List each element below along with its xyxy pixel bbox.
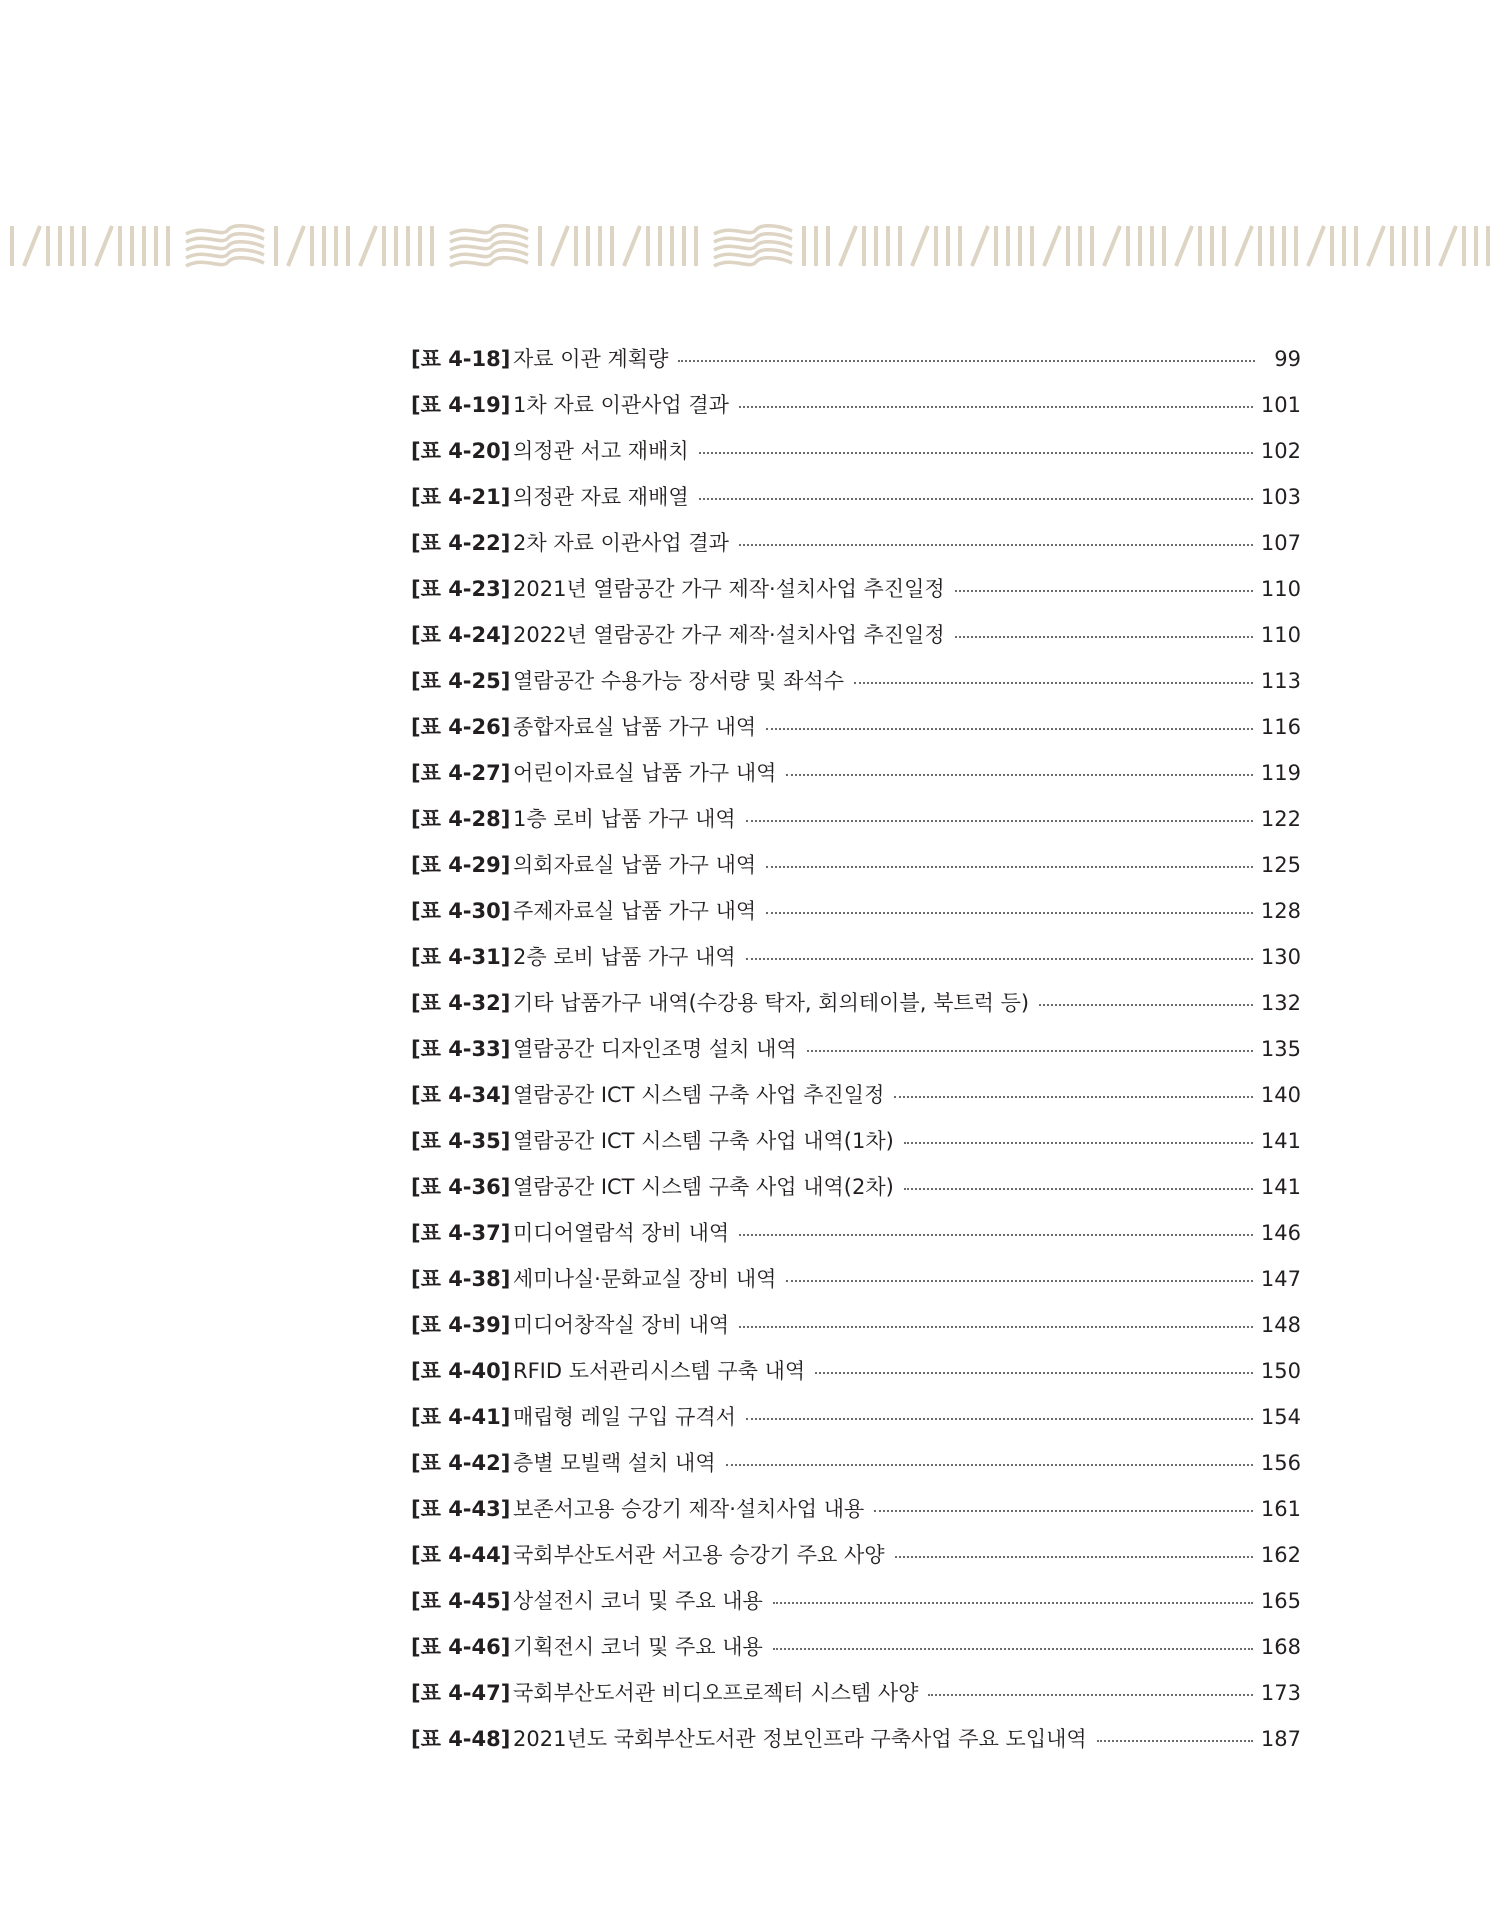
toc-entry[interactable] (411, 704, 1301, 750)
toc-entry-title: 열람공간 ICT 시스템 구축 사업 내역(1차) (513, 1129, 894, 1153)
toc-entry-label: [표 4-33] (411, 1037, 511, 1061)
toc-entry[interactable] (411, 750, 1301, 796)
toc-entry[interactable] (411, 612, 1301, 658)
toc-entry-page-number: 128 (1260, 899, 1301, 923)
toc-entry-label: [표 4-40] (411, 1359, 511, 1383)
toc-dot-leader (766, 726, 1253, 730)
toc-entry[interactable] (411, 1118, 1301, 1164)
toc-entry-title: 의정관 서고 재배치 (513, 439, 689, 463)
toc-entry-title: 2021년 열람공간 가구 제작·설치사업 추진일정 (513, 577, 945, 601)
toc-entry-label: [표 4-48] (411, 1727, 511, 1751)
decorative-wave (450, 226, 528, 234)
toc-entry-title: 2차 자료 이관사업 결과 (513, 531, 729, 555)
toc-entry-title: 기타 납품가구 내역(수강용 탁자, 회의테이블, 북트럭 등) (513, 991, 1030, 1015)
toc-dot-leader (928, 1692, 1252, 1696)
decorative-stroke (912, 226, 928, 266)
toc-entry-page-number: 101 (1260, 393, 1301, 417)
toc-entry[interactable] (411, 520, 1301, 566)
decorative-wave (186, 250, 264, 258)
toc-entry-label: [표 4-45] (411, 1589, 511, 1613)
decorative-stroke (1044, 226, 1060, 266)
decorative-stroke (288, 226, 304, 266)
toc-entry-label: [표 4-34] (411, 1083, 511, 1107)
toc-entry-page-number: 140 (1260, 1083, 1301, 1107)
toc-entry-label: [표 4-43] (411, 1497, 511, 1521)
toc-entry-label: [표 4-47] (411, 1681, 511, 1705)
toc-entry-title: 층별 모빌랙 설치 내역 (513, 1451, 716, 1475)
toc-dot-leader (955, 588, 1253, 592)
toc-entry-title: 2021년도 국회부산도서관 정보인프라 구축사업 주요 도입내역 (513, 1727, 1087, 1751)
toc-entry-title: 주제자료실 납품 가구 내역 (513, 899, 757, 923)
toc-entry-label: [표 4-36] (411, 1175, 511, 1199)
toc-entry-title: 어린이자료실 납품 가구 내역 (513, 761, 777, 785)
toc-entry[interactable] (411, 658, 1301, 704)
decorative-wave (450, 242, 528, 250)
toc-entry-title: 종합자료실 납품 가구 내역 (513, 715, 757, 739)
toc-dot-leader (786, 1278, 1252, 1282)
toc-entry-page-number: 110 (1260, 577, 1301, 601)
decorative-wave (714, 242, 792, 250)
toc-entry-label: [표 4-46] (411, 1635, 511, 1659)
decorative-wave (450, 234, 528, 242)
toc-entry-title: 2층 로비 납품 가구 내역 (513, 945, 736, 969)
toc-entry-label: [표 4-25] (411, 669, 511, 693)
toc-entry-title: 상설전시 코너 및 주요 내용 (513, 1589, 763, 1613)
toc-dot-leader (894, 1094, 1253, 1098)
toc-entry-label: [표 4-21] (411, 485, 511, 509)
decorative-wave (186, 258, 264, 266)
toc-entry-label: [표 4-42] (411, 1451, 511, 1475)
decorative-wave (186, 242, 264, 250)
toc-entry[interactable] (411, 980, 1301, 1026)
toc-entry-label: [표 4-26] (411, 715, 511, 739)
toc-dot-leader (786, 772, 1252, 776)
decorative-stroke (96, 226, 112, 266)
toc-entry[interactable] (411, 1486, 1301, 1532)
toc-entry-page-number: 122 (1260, 807, 1301, 831)
toc-entry-title: 의회자료실 납품 가구 내역 (513, 853, 757, 877)
toc-entry-title: 국회부산도서관 서고용 승강기 주요 사양 (513, 1543, 885, 1567)
decorative-wave (450, 258, 528, 266)
toc-entry[interactable] (411, 1210, 1301, 1256)
toc-entry-page-number: 161 (1260, 1497, 1301, 1521)
toc-entry-title: 국회부산도서관 비디오프로젝터 시스템 사양 (513, 1681, 919, 1705)
toc-entry-page-number: 132 (1260, 991, 1301, 1015)
toc-entry-page-number: 150 (1260, 1359, 1301, 1383)
toc-entry[interactable] (411, 1440, 1301, 1486)
toc-entry-label: [표 4-18] (411, 347, 511, 371)
toc-entry-label: [표 4-38] (411, 1267, 511, 1291)
toc-entry-page-number: 173 (1260, 1681, 1301, 1705)
toc-dot-leader (766, 910, 1253, 914)
toc-entry-page-number: 99 (1274, 347, 1301, 371)
toc-entry-label: [표 4-39] (411, 1313, 511, 1337)
toc-dot-leader (699, 496, 1253, 500)
toc-entry-title: 보존서고용 승강기 제작·설치사업 내용 (513, 1497, 865, 1521)
toc-entry-title: 열람공간 ICT 시스템 구축 사업 추진일정 (513, 1083, 885, 1107)
toc-entry-page-number: 146 (1260, 1221, 1301, 1245)
decorative-stroke (24, 226, 40, 266)
toc-entry-label: [표 4-28] (411, 807, 511, 831)
toc-entry-title: RFID 도서관리시스템 구축 내역 (513, 1359, 806, 1383)
decorative-wave (714, 226, 792, 234)
toc-entry-page-number: 135 (1260, 1037, 1301, 1061)
toc-dot-leader (726, 1462, 1253, 1466)
decorative-stroke (972, 226, 988, 266)
toc-entry-label: [표 4-22] (411, 531, 511, 555)
toc-entry-page-number: 102 (1260, 439, 1301, 463)
toc-entry[interactable] (411, 428, 1301, 474)
toc-dot-leader (904, 1186, 1253, 1190)
decorative-wave (450, 250, 528, 258)
decorative-wave (714, 250, 792, 258)
toc-entry-page-number: 148 (1260, 1313, 1301, 1337)
toc-entry-label: [표 4-24] (411, 623, 511, 647)
toc-entry-page-number: 113 (1260, 669, 1301, 693)
toc-dot-leader (773, 1646, 1253, 1650)
toc-entry-page-number: 119 (1260, 761, 1301, 785)
toc-dot-leader (874, 1508, 1253, 1512)
toc-entry-label: [표 4-37] (411, 1221, 511, 1245)
toc-dot-leader (1097, 1738, 1253, 1742)
decorative-wave (714, 258, 792, 266)
toc-dot-leader (699, 450, 1253, 454)
toc-dot-leader (955, 634, 1253, 638)
toc-entry[interactable] (411, 1578, 1301, 1624)
toc-entry-page-number: 141 (1260, 1129, 1301, 1153)
toc-dot-leader (739, 1232, 1253, 1236)
toc-entry[interactable] (411, 1072, 1301, 1118)
decorative-stroke (360, 226, 376, 266)
toc-entry-label: [표 4-23] (411, 577, 511, 601)
toc-dot-leader (895, 1554, 1253, 1558)
toc-entry[interactable] (411, 1394, 1301, 1440)
toc-entry[interactable] (411, 796, 1301, 842)
decorative-wave (714, 234, 792, 242)
decorative-stroke (1368, 226, 1384, 266)
toc-dot-leader (904, 1140, 1253, 1144)
toc-entry-label: [표 4-44] (411, 1543, 511, 1567)
toc-entry[interactable] (411, 474, 1301, 520)
toc-entry-page-number: 103 (1260, 485, 1301, 509)
toc-dot-leader (807, 1048, 1253, 1052)
toc-entry-title: 기획전시 코너 및 주요 내용 (513, 1635, 763, 1659)
toc-entry[interactable] (411, 1532, 1301, 1578)
decorative-stroke (1176, 226, 1192, 266)
toc-dot-leader (739, 542, 1253, 546)
decorative-stroke (1236, 226, 1252, 266)
toc-entry[interactable] (411, 1302, 1301, 1348)
toc-entry-title: 열람공간 디자인조명 설치 내역 (513, 1037, 797, 1061)
toc-entry[interactable] (411, 336, 1301, 382)
decorative-stroke (552, 226, 568, 266)
toc-entry[interactable] (411, 842, 1301, 888)
toc-entry-label: [표 4-27] (411, 761, 511, 785)
toc-entry-label: [표 4-41] (411, 1405, 511, 1429)
decorative-pattern-band (0, 222, 1507, 272)
toc-entry-page-number: 110 (1260, 623, 1301, 647)
toc-entry-label: [표 4-19] (411, 393, 511, 417)
toc-entry-page-number: 141 (1260, 1175, 1301, 1199)
toc-entry[interactable] (411, 1670, 1301, 1716)
toc-entry-page-number: 165 (1260, 1589, 1301, 1613)
decorative-stroke (1308, 226, 1324, 266)
toc-entry-page-number: 107 (1260, 531, 1301, 555)
toc-entry-page-number: 162 (1260, 1543, 1301, 1567)
toc-dot-leader (773, 1600, 1253, 1604)
toc-entry[interactable] (411, 1164, 1301, 1210)
decorative-stroke (840, 226, 856, 266)
toc-entry[interactable] (411, 1348, 1301, 1394)
decorative-wave (186, 226, 264, 234)
toc-entry-title: 미디어창작실 장비 내역 (513, 1313, 730, 1337)
toc-entry[interactable] (411, 1624, 1301, 1670)
toc-entry-label: [표 4-31] (411, 945, 511, 969)
decorative-stroke (1440, 226, 1456, 266)
toc-dot-leader (815, 1370, 1253, 1374)
toc-entry-page-number: 154 (1260, 1405, 1301, 1429)
toc-entry-title: 세미나실·문화교실 장비 내역 (513, 1267, 777, 1291)
toc-entry[interactable] (411, 888, 1301, 934)
toc-dot-leader (746, 818, 1253, 822)
toc-entry-title: 열람공간 수용가능 장서량 및 좌석수 (513, 669, 844, 693)
decorative-wave (186, 234, 264, 242)
toc-entry-page-number: 125 (1260, 853, 1301, 877)
toc-entry-title: 의정관 자료 재배열 (513, 485, 689, 509)
toc-entry-page-number: 130 (1260, 945, 1301, 969)
toc-dot-leader (854, 680, 1253, 684)
toc-entry-label: [표 4-20] (411, 439, 511, 463)
toc-entry-title: 미디어열람석 장비 내역 (513, 1221, 730, 1245)
toc-dot-leader (766, 864, 1253, 868)
decorative-stroke (624, 226, 640, 266)
toc-dot-leader (1039, 1002, 1253, 1006)
toc-entry[interactable] (411, 1026, 1301, 1072)
toc-entry-title: 2022년 열람공간 가구 제작·설치사업 추진일정 (513, 623, 945, 647)
toc-dot-leader (678, 358, 1255, 362)
toc-dot-leader (746, 956, 1253, 960)
toc-entry-page-number: 116 (1260, 715, 1301, 739)
toc-entry-title: 자료 이관 계획량 (513, 347, 669, 371)
toc-dot-leader (746, 1416, 1253, 1420)
toc-entry-label: [표 4-32] (411, 991, 511, 1015)
toc-entry-label: [표 4-29] (411, 853, 511, 877)
toc-entry[interactable] (411, 566, 1301, 612)
toc-entry[interactable] (411, 382, 1301, 428)
toc-entry-title: 열람공간 ICT 시스템 구축 사업 내역(2차) (513, 1175, 894, 1199)
toc-entry[interactable] (411, 1716, 1301, 1762)
toc-entry-title: 1층 로비 납품 가구 내역 (513, 807, 736, 831)
table-of-contents (411, 336, 1301, 1762)
toc-entry-label: [표 4-30] (411, 899, 511, 923)
toc-entry[interactable] (411, 1256, 1301, 1302)
toc-entry-page-number: 168 (1260, 1635, 1301, 1659)
toc-entry-page-number: 187 (1260, 1727, 1301, 1751)
toc-dot-leader (739, 1324, 1253, 1328)
toc-entry-page-number: 147 (1260, 1267, 1301, 1291)
toc-entry[interactable] (411, 934, 1301, 980)
toc-entry-title: 1차 자료 이관사업 결과 (513, 393, 729, 417)
toc-entry-page-number: 156 (1260, 1451, 1301, 1475)
toc-dot-leader (739, 404, 1253, 408)
decorative-stroke (1104, 226, 1120, 266)
toc-entry-title: 매립형 레일 구입 규격서 (513, 1405, 736, 1429)
toc-entry-label: [표 4-35] (411, 1129, 511, 1153)
